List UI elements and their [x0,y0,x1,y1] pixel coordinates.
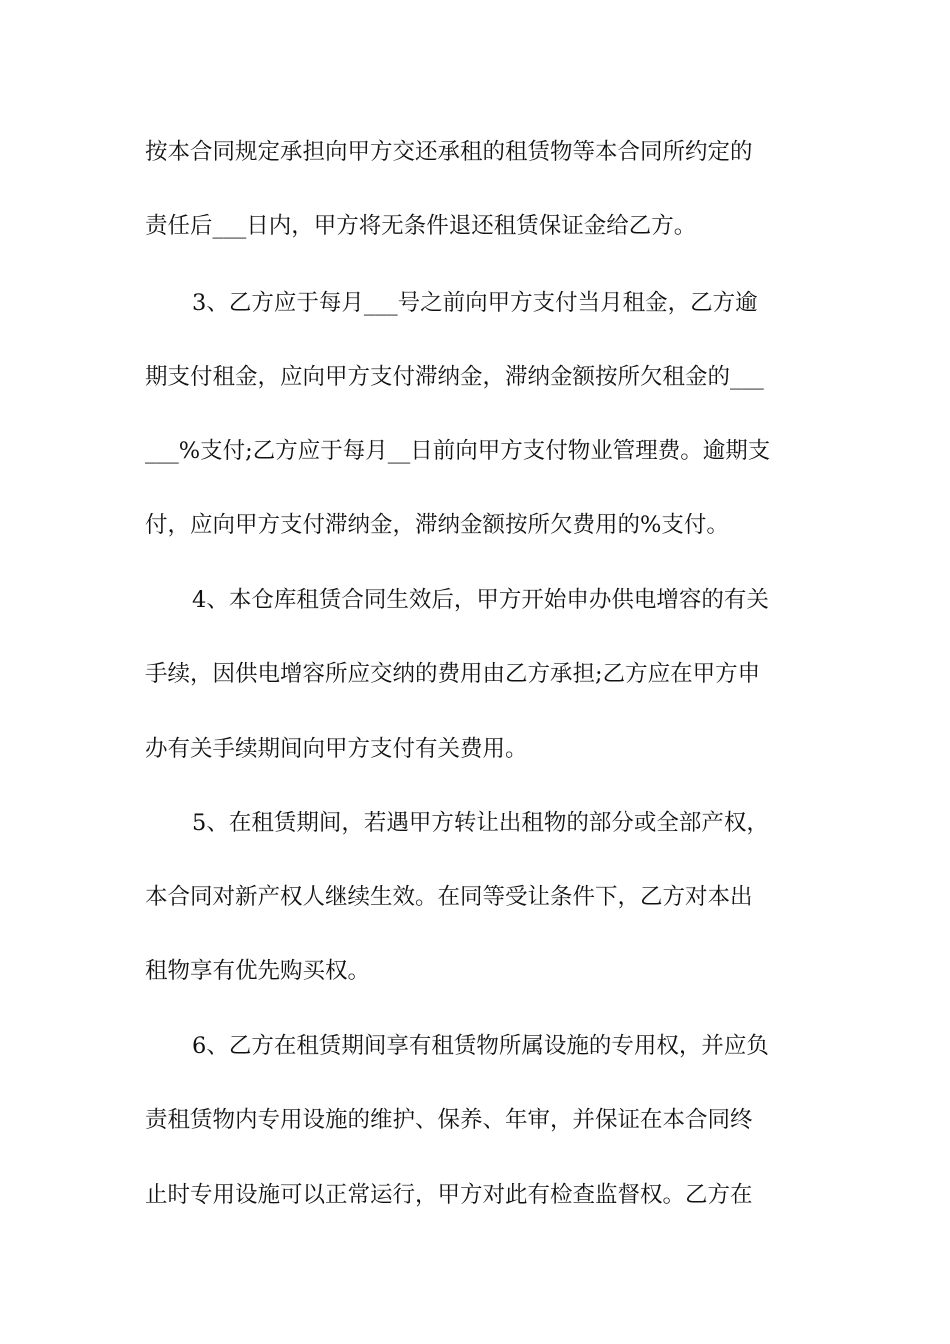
clause-4-line: 4、本仓库租赁合同生效后，甲方开始申办供电增容的有关 [192,587,769,613]
text-line: 付，应向甲方支付滞纳金，滞纳金额按所欠费用的%支付。 [145,512,729,538]
text-line: 手续，因供电增容所应交纳的费用由乙方承担;乙方应在甲方申 [145,661,761,687]
text-line: ___%支付;乙方应于每月__日前向甲方支付物业管理费。逾期支 [145,438,771,464]
text-line: 办有关手续期间向甲方支付有关费用。 [145,736,528,762]
clause-3-line: 3、乙方应于每月___号之前向甲方支付当月租金，乙方逾 [192,290,758,316]
text-line: 责任后___日内，甲方将无条件退还租赁保证金给乙方。 [145,213,697,239]
text-line: 租物享有优先购买权。 [145,958,371,984]
text-line: 按本合同规定承担向甲方交还承租的租赁物等本合同所约定的 [145,139,753,165]
text-line: 责租赁物内专用设施的维护、保养、年审，并保证在本合同终 [145,1107,753,1133]
text-line: 本合同对新产权人继续生效。在同等受让条件下，乙方对本出 [145,884,753,910]
clause-6-line: 6、乙方在租赁期间享有租赁物所属设施的专用权，并应负 [192,1033,769,1059]
text-line: 期支付租金，应向甲方支付滞纳金，滞纳金额按所欠租金的___ [145,364,764,390]
clause-5-line: 5、在租赁期间，若遇甲方转让出租物的部分或全部产权， [192,810,769,836]
text-line: 止时专用设施可以正常运行，甲方对此有检查监督权。乙方在 [145,1182,753,1208]
